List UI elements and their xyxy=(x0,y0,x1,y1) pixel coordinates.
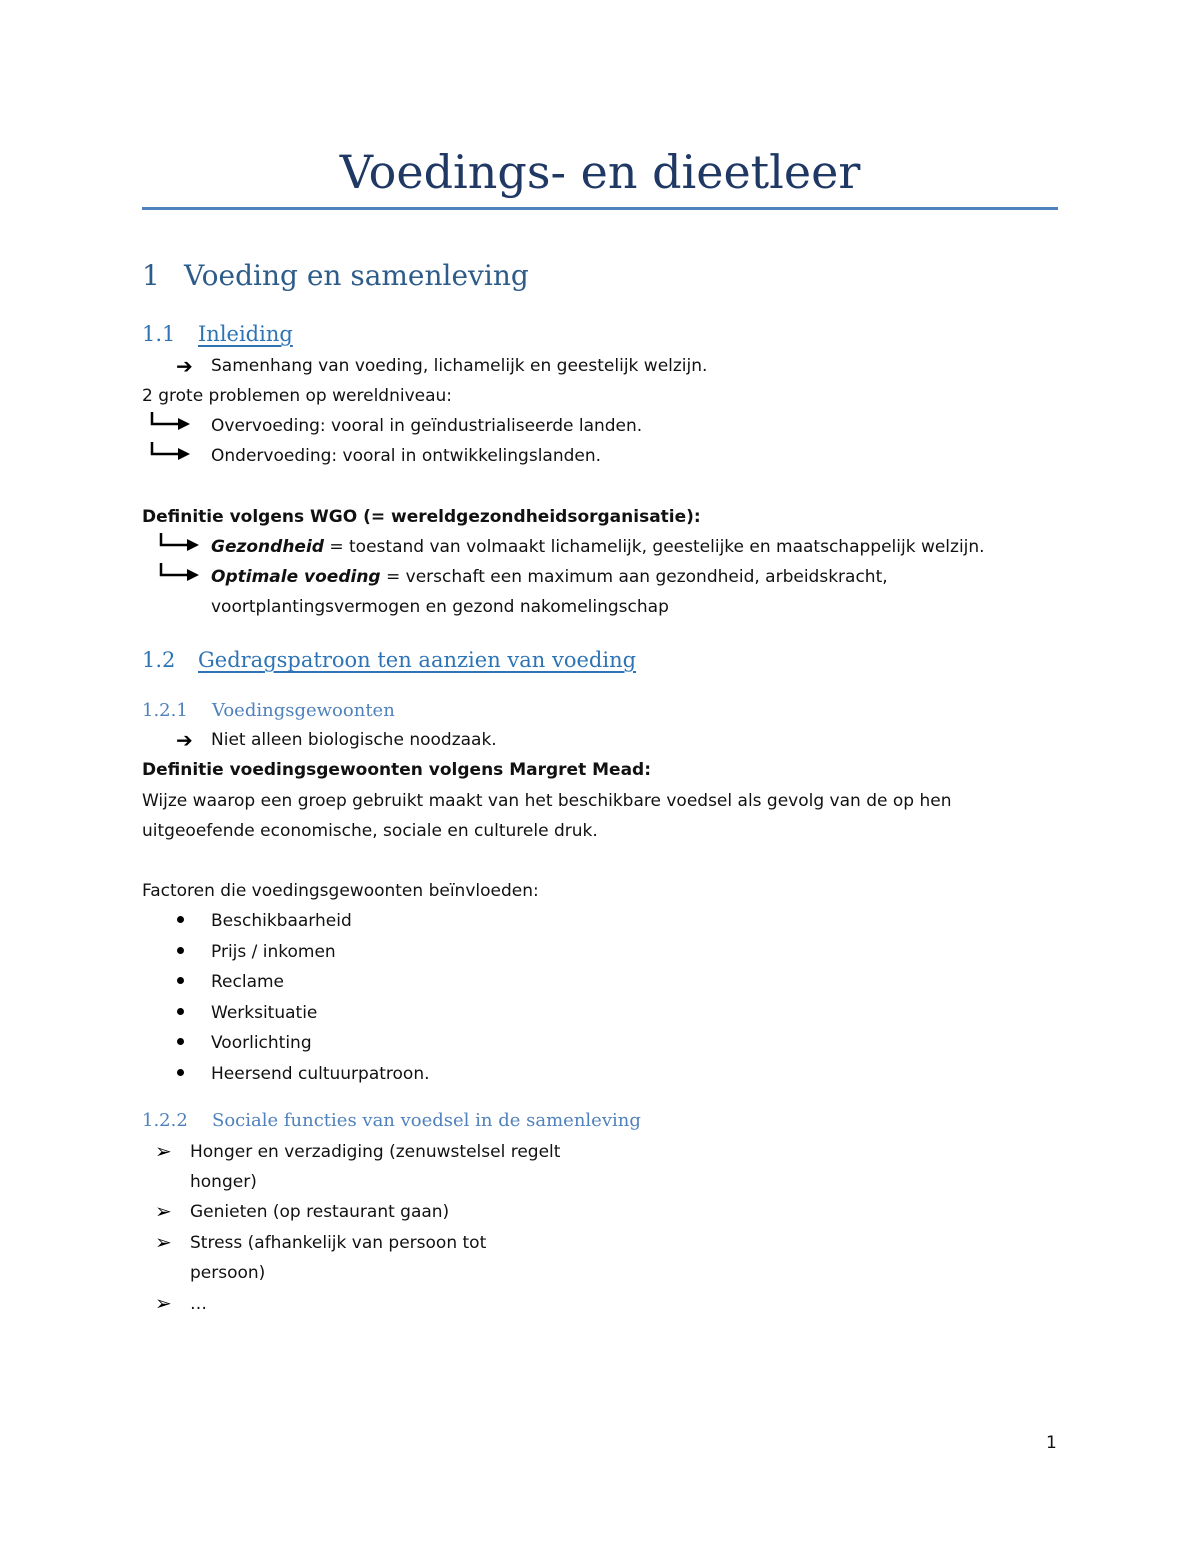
social-function-item-continuation: honger) xyxy=(190,1172,257,1192)
definition-text: = toestand van volmaakt lichamelijk, geestelijke en maatschappelijk welzijn. xyxy=(323,537,985,557)
section-1-2-number: 1.2 xyxy=(142,648,176,672)
problem-item-overvoeding: Overvoeding: vooral in geïndustrialiseerde landen. xyxy=(211,416,643,436)
mead-definition-heading: Definitie voedingsgewoonten volgens Margret Mead: xyxy=(142,760,652,780)
bullet-icon xyxy=(177,1069,184,1076)
definition-optimale-voeding xyxy=(211,562,888,592)
bullet-icon xyxy=(177,1008,184,1015)
definition-term: Optimale voeding xyxy=(211,567,381,587)
hook-arrow-icon xyxy=(157,531,203,555)
social-function-item: Genieten (op restaurant gaan) xyxy=(190,1202,450,1222)
factor-item: Voorlichting xyxy=(211,1033,312,1053)
hook-arrow-icon xyxy=(157,561,203,585)
subsection-1-2-2-heading xyxy=(142,1107,641,1135)
arrowhead-bullet-icon: ➢ xyxy=(155,1199,172,1223)
subsection-1-2-2-number: 1.2.2 xyxy=(142,1110,188,1131)
bullet-icon xyxy=(177,1038,184,1045)
factor-item: Prijs / inkomen xyxy=(211,942,336,962)
factor-item: Werksituatie xyxy=(211,1003,318,1023)
problem-item-ondervoeding: Ondervoeding: vooral in ontwikkelingslanden. xyxy=(211,446,602,466)
arrow-right-icon: ➔ xyxy=(176,354,193,378)
document-title: Voedings- en dieetleer xyxy=(339,145,861,199)
title-underline-rule xyxy=(142,207,1058,210)
section-1-2-heading xyxy=(142,644,636,676)
subsection-1-2-1-number: 1.2.1 xyxy=(142,700,188,721)
factor-item: Beschikbaarheid xyxy=(211,911,352,931)
arrow-item-biologisch: Niet alleen biologische noodzaak. xyxy=(211,730,497,750)
wgo-definition-heading: Definitie volgens WGO (= wereldgezondheidsorganisatie): xyxy=(142,507,701,527)
mead-definition-line: Wijze waarop een groep gebruikt maakt van het beschikbare voedsel als gevolg van de op hen xyxy=(142,791,952,811)
subsection-1-2-2-title: Sociale functies van voedsel in de samenleving xyxy=(212,1110,641,1131)
social-function-item: Stress (afhankelijk van persoon tot xyxy=(190,1233,487,1253)
arrow-item-samenhang: Samenhang van voeding, lichamelijk en geestelijk welzijn. xyxy=(211,356,708,376)
arrowhead-bullet-icon: ➢ xyxy=(155,1230,172,1254)
bullet-icon xyxy=(177,916,184,923)
hook-arrow-icon xyxy=(148,410,194,434)
bullet-icon xyxy=(177,977,184,984)
factor-item: Reclame xyxy=(211,972,285,992)
chapter-number: 1 xyxy=(142,259,160,292)
section-1-2-title: Gedragspatroon ten aanzien van voeding xyxy=(198,648,637,672)
page-number: 1 xyxy=(1046,1433,1057,1453)
hook-arrow-icon xyxy=(148,440,194,464)
bullet-icon xyxy=(177,947,184,954)
definition-term: Gezondheid xyxy=(211,537,324,557)
definition-gezondheid xyxy=(211,532,985,562)
factors-intro: Factoren die voedingsgewoonten beïnvloeden: xyxy=(142,881,539,901)
subsection-1-2-1-heading xyxy=(142,697,395,725)
definition-continuation: voortplantingsvermogen en gezond nakomelingschap xyxy=(211,597,669,617)
social-function-item: … xyxy=(190,1294,207,1314)
arrowhead-bullet-icon: ➢ xyxy=(155,1139,172,1163)
mead-definition-line: uitgeoefende economische, sociale en culturele druk. xyxy=(142,821,598,841)
social-function-item-continuation: persoon) xyxy=(190,1263,266,1283)
section-1-1-title: Inleiding xyxy=(198,322,293,346)
social-function-item: Honger en verzadiging (zenuwstelsel regelt xyxy=(190,1142,561,1162)
chapter-title: Voeding en samenleving xyxy=(184,259,529,292)
arrow-right-icon: ➔ xyxy=(176,728,193,752)
arrowhead-bullet-icon: ➢ xyxy=(155,1291,172,1315)
problems-intro: 2 grote problemen op wereldniveau: xyxy=(142,386,453,406)
section-1-1-heading xyxy=(142,318,293,350)
subsection-1-2-1-title: Voedingsgewoonten xyxy=(212,700,395,721)
factor-item: Heersend cultuurpatroon. xyxy=(211,1064,430,1084)
chapter-heading xyxy=(142,256,529,296)
definition-text: = verschaft een maximum aan gezondheid, arbeidskracht, xyxy=(380,567,888,587)
section-1-1-number: 1.1 xyxy=(142,322,176,346)
